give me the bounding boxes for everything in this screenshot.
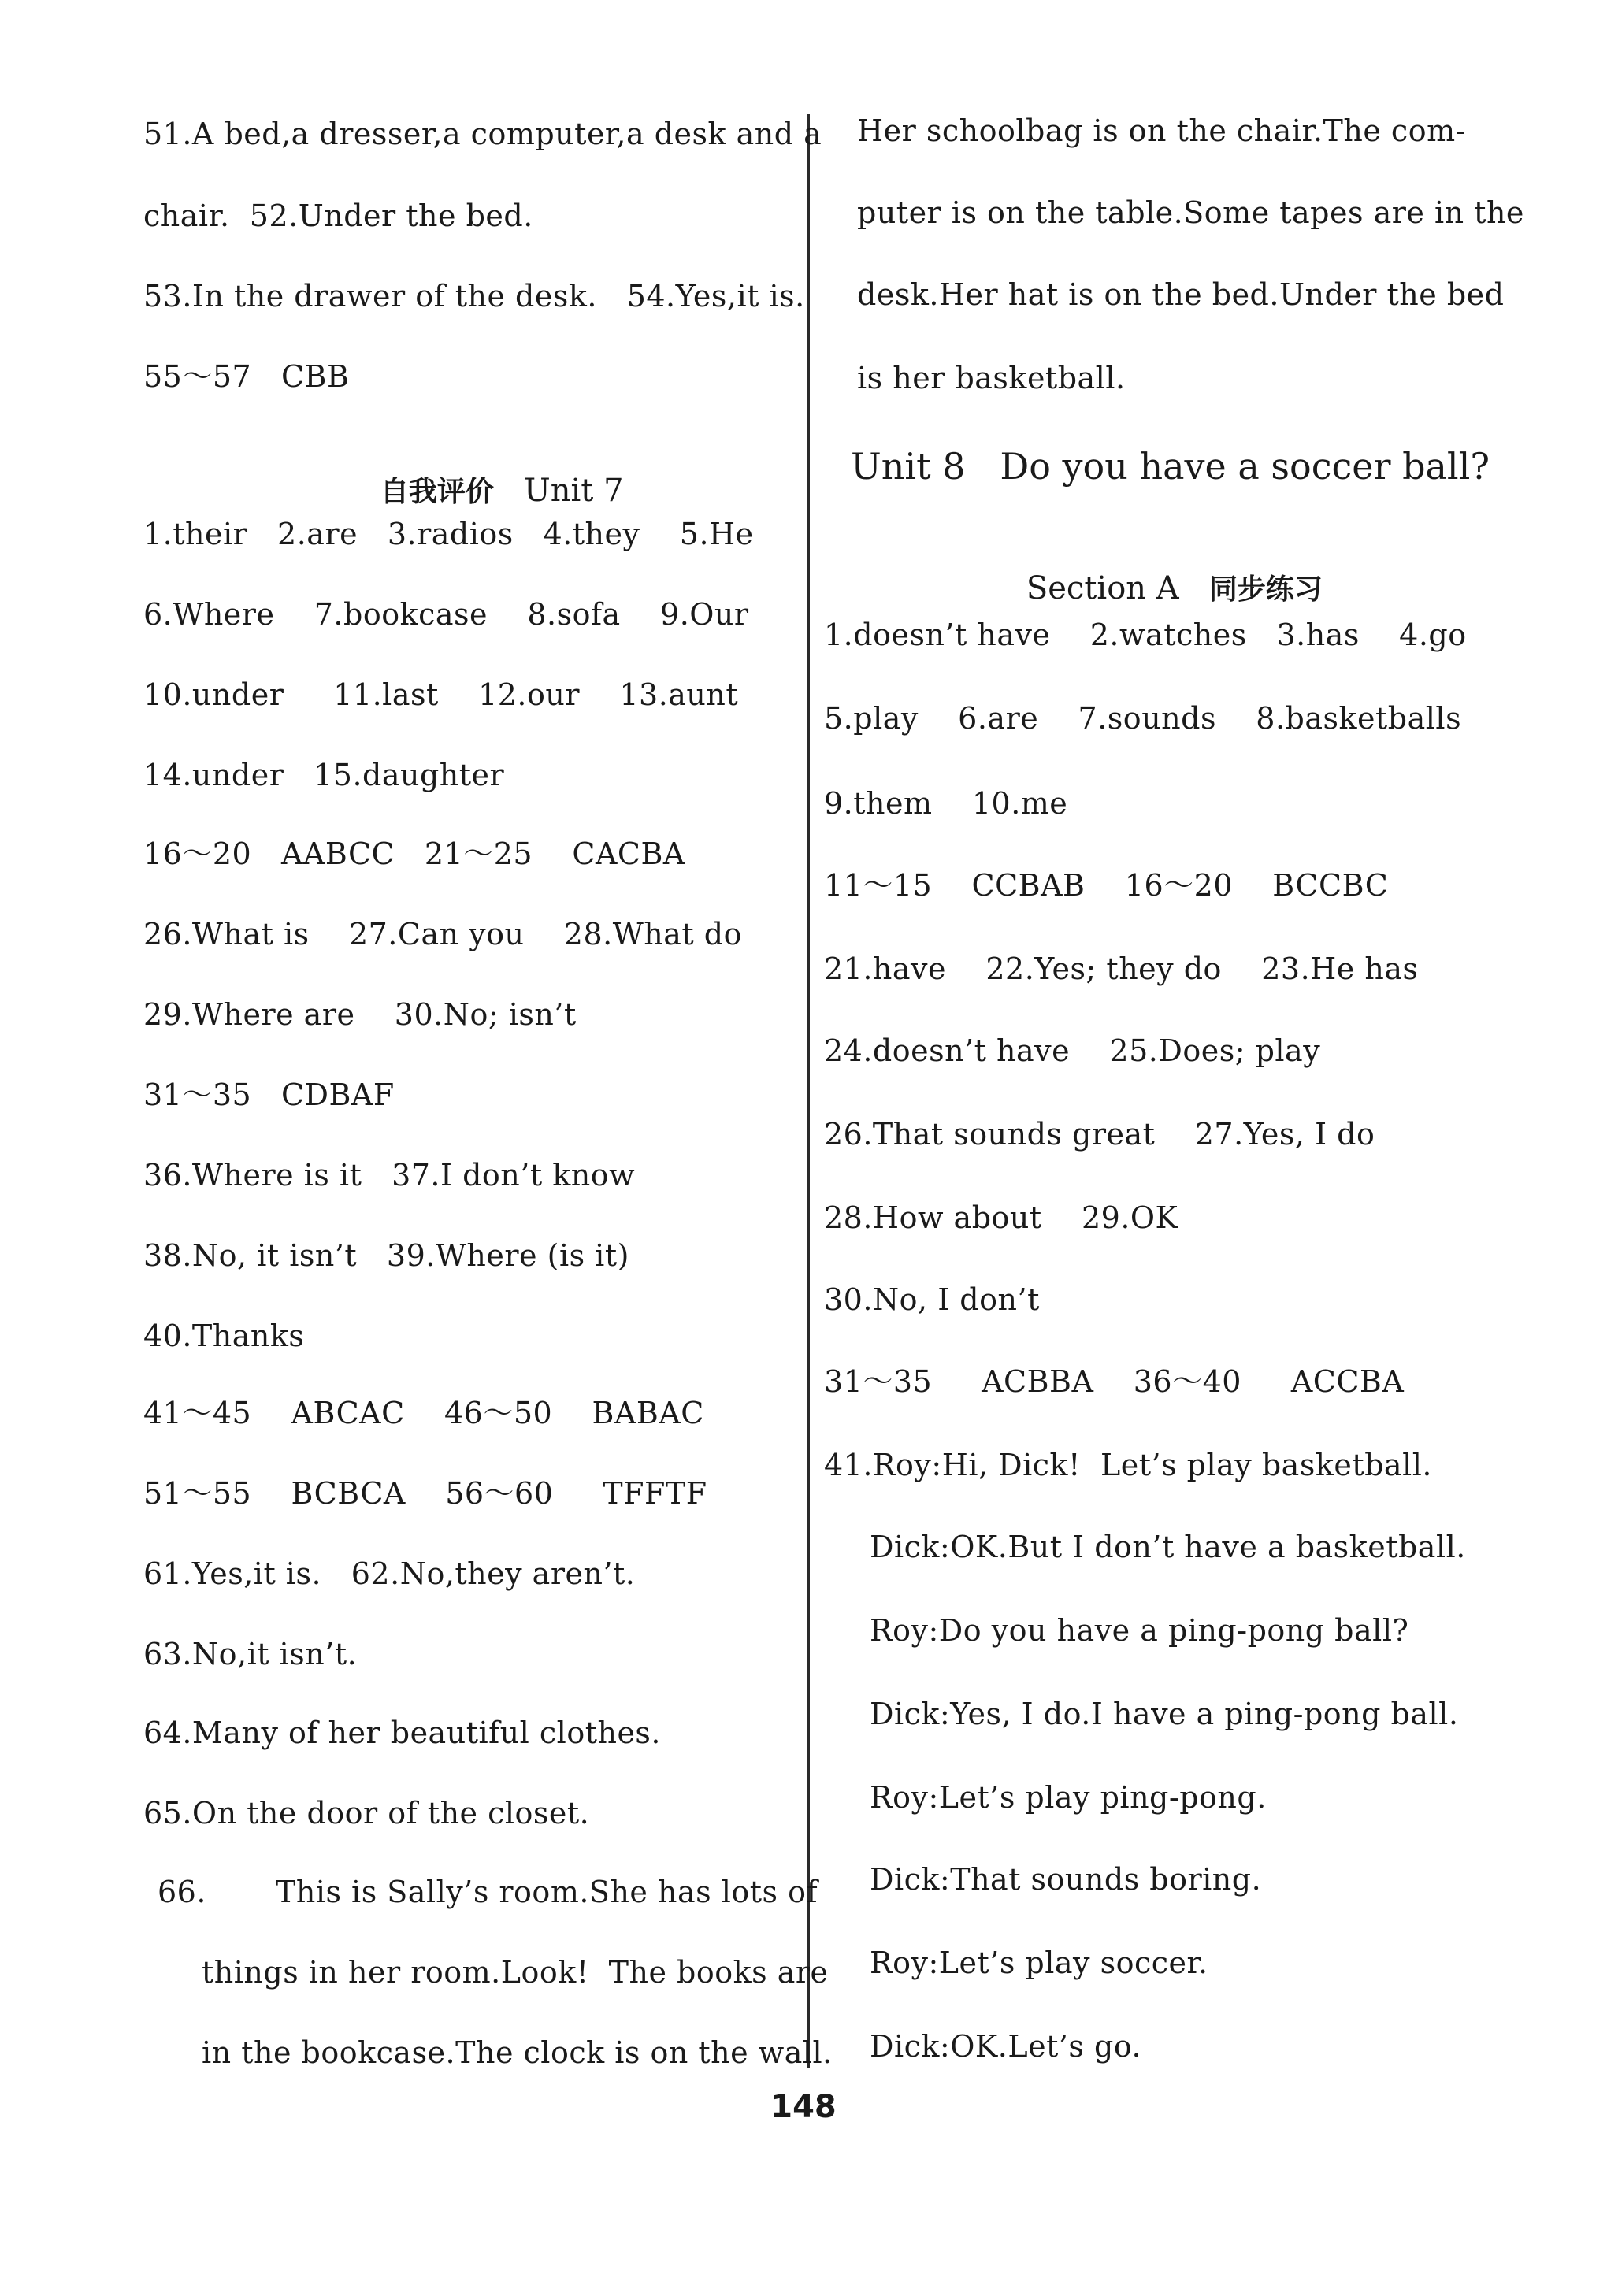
dialog-line: Dick:That sounds boring. [870, 1862, 1262, 1897]
answer-line: 10.under 11.last 12.our 13.aunt [143, 677, 739, 712]
dialog-line: Dick:OK.But I don’t have a basketball. [870, 1530, 1466, 1564]
essay-line: 66. This is Sally’s room.She has lots of [158, 1875, 818, 1909]
essay-line: is her basketball. [857, 361, 1126, 395]
answer-line: 5.play 6.are 7.sounds 8.basketballs [824, 701, 1462, 736]
answer-line: 26.That sounds great 27.Yes, I do [824, 1117, 1375, 1152]
essay-line: in the bookcase.The clock is on the wall. [202, 2035, 833, 2070]
essay-line: things in her room.Look! The books are [202, 1955, 829, 1990]
answer-line: 41～45 ABCAC 46～50 BABAC [143, 1396, 704, 1430]
answer-line: 1.doesn’t have 2.watches 3.has 4.go [824, 618, 1467, 652]
essay-line: Her schoolbag is on the chair.The com- [857, 113, 1466, 148]
dialog-line: Roy:Let’s play ping-pong. [870, 1780, 1267, 1815]
answer-line: 29.Where are 30.No; isn’t [143, 997, 577, 1032]
page-number: 148 [770, 2089, 837, 2125]
unit-title: Unit 8 Do you have a soccer ball? [851, 445, 1490, 488]
essay-line: puter is on the table.Some tapes are in the [857, 195, 1524, 230]
answer-line: 28.How about 29.OK [824, 1200, 1178, 1235]
answer-line: 24.doesn’t have 25.Does; play [824, 1033, 1321, 1068]
answer-line: 51.A bed,a dresser,a computer,a desk and a [143, 117, 822, 151]
answer-line: 51～55 BCBCA 56～60 TFFTF [143, 1476, 707, 1511]
answer-line: 61.Yes,it is. 62.No,they aren’t. [143, 1556, 636, 1591]
answer-line: 64.Many of her beautiful clothes. [143, 1716, 662, 1750]
dialog-line: Dick:OK.Let’s go. [870, 2029, 1142, 2064]
answer-line: 30.No, I don’t [824, 1282, 1040, 1317]
answer-line: 63.No,it isn’t. [143, 1637, 358, 1671]
heading-cn: 同步练习 [1208, 573, 1323, 606]
answer-line: 26.What is 27.Can you 28.What do [143, 917, 742, 951]
answer-line: 31～35 CDBAF [143, 1078, 395, 1112]
answer-line: 31～35 ACBBA 36～40 ACCBA [824, 1364, 1405, 1399]
answer-line: 14.under 15.daughter [143, 758, 505, 792]
answer-line: 16～20 AABCC 21～25 CACBA [143, 836, 685, 871]
essay-line: desk.Her hat is on the bed.Under the bed [857, 277, 1505, 312]
answer-line: 9.them 10.me [824, 786, 1068, 821]
answer-line: 1.their 2.are 3.radios 4.they 5.He [143, 517, 754, 551]
answer-line: 65.On the door of the closet. [143, 1796, 590, 1830]
heading-en: Unit 7 [524, 473, 624, 509]
heading-en: Section A [1026, 570, 1179, 606]
answer-line: 36.Where is it 37.I don’t know [143, 1158, 636, 1193]
heading-cn: 自我评价 [380, 476, 494, 508]
answer-line: 41.Roy:Hi, Dick! Let’s play basketball. [824, 1448, 1432, 1482]
answer-line: 53.In the drawer of the desk. 54.Yes,it is. [143, 279, 805, 313]
answer-line: 40.Thanks [143, 1319, 305, 1353]
answer-line: 38.No, it isn’t 39.Where (is it) [143, 1238, 629, 1273]
answer-line: 21.have 22.Yes; they do 23.He has [824, 951, 1419, 986]
dialog-line: Dick:Yes, I do.I have a ping-pong ball. [870, 1697, 1459, 1731]
column-divider [807, 114, 810, 2068]
dialog-line: Roy:Do you have a ping-pong ball? [870, 1613, 1409, 1648]
answer-line: 11～15 CCBAB 16～20 BCCBC [824, 868, 1389, 903]
answer-line: 55～57 CBB [143, 359, 350, 394]
answer-line: 6.Where 7.bookcase 8.sofa 9.Our [143, 597, 749, 632]
dialog-line: Roy:Let’s play soccer. [870, 1945, 1208, 1980]
answer-line: chair. 52.Under the bed. [143, 198, 533, 233]
